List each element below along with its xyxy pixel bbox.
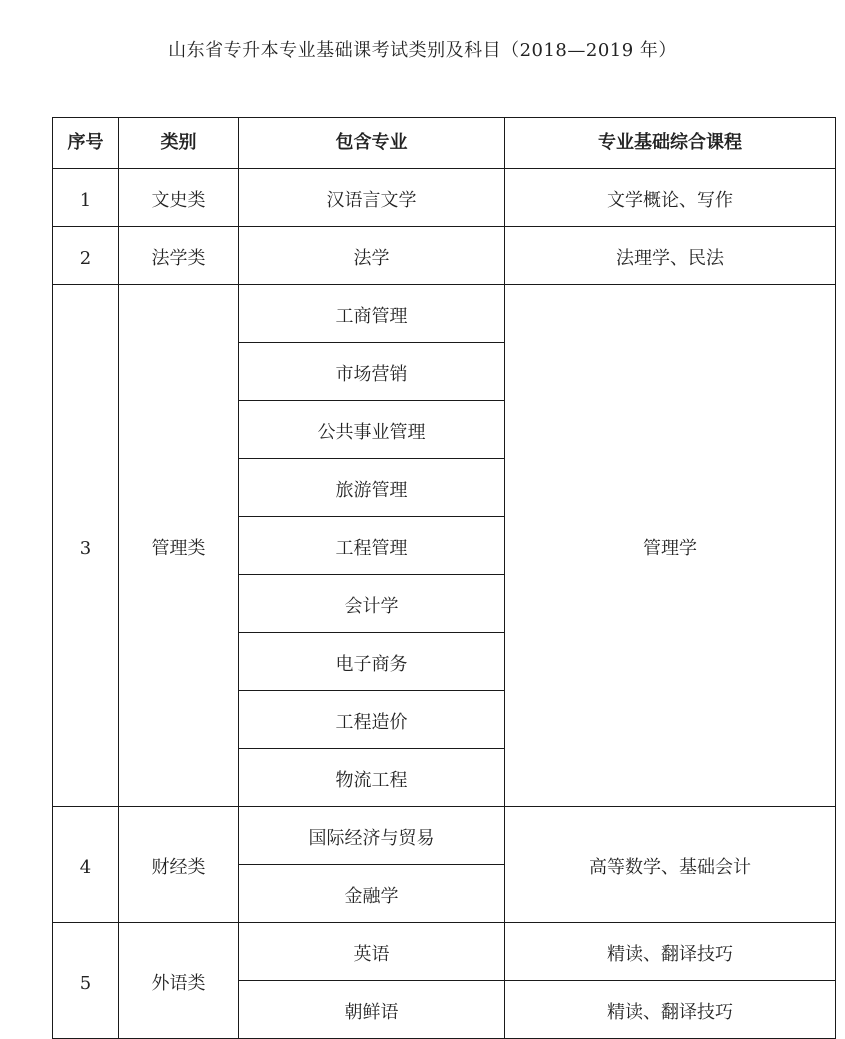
- row-major: 公共事业管理: [239, 401, 505, 459]
- row-course: 文学概论、写作: [505, 169, 836, 227]
- row-course: 精读、翻译技巧: [505, 981, 836, 1039]
- header-course: 专业基础综合课程: [505, 118, 836, 169]
- row-major: 汉语言文学: [239, 169, 505, 227]
- table-header-row: [53, 118, 836, 169]
- document-title: 山东省专升本专业基础课考试类别及科目（2018—2019 年）: [168, 40, 677, 61]
- table-row: [53, 227, 836, 285]
- row-no: 1: [53, 169, 119, 227]
- table-row: [53, 923, 836, 981]
- row-major: 国际经济与贸易: [239, 807, 505, 865]
- table-row: [53, 807, 836, 865]
- row-course: 高等数学、基础会计: [505, 807, 836, 923]
- exam-subjects-table: [52, 117, 836, 1039]
- row-major: 旅游管理: [239, 459, 505, 517]
- row-major: 电子商务: [239, 633, 505, 691]
- row-major: 朝鲜语: [239, 981, 505, 1039]
- row-major: 工商管理: [239, 285, 505, 343]
- header-majors: 包含专业: [239, 118, 505, 169]
- row-course: 管理学: [505, 285, 836, 807]
- row-major: 会计学: [239, 575, 505, 633]
- row-no: 4: [53, 807, 119, 923]
- row-no: 2: [53, 227, 119, 285]
- row-major: 金融学: [239, 865, 505, 923]
- row-course: 精读、翻译技巧: [505, 923, 836, 981]
- table-row: [53, 285, 836, 343]
- row-category: 财经类: [119, 807, 239, 923]
- row-major: 工程造价: [239, 691, 505, 749]
- row-no: 3: [53, 285, 119, 807]
- row-category: 外语类: [119, 923, 239, 1039]
- header-no: 序号: [53, 118, 119, 169]
- row-course: 法理学、民法: [505, 227, 836, 285]
- row-major: 市场营销: [239, 343, 505, 401]
- row-category: 管理类: [119, 285, 239, 807]
- row-category: 法学类: [119, 227, 239, 285]
- row-major: 法学: [239, 227, 505, 285]
- row-no: 5: [53, 923, 119, 1039]
- row-major: 物流工程: [239, 749, 505, 807]
- header-category: 类别: [119, 118, 239, 169]
- row-category: 文史类: [119, 169, 239, 227]
- row-major: 工程管理: [239, 517, 505, 575]
- table-row: [53, 169, 836, 227]
- row-major: 英语: [239, 923, 505, 981]
